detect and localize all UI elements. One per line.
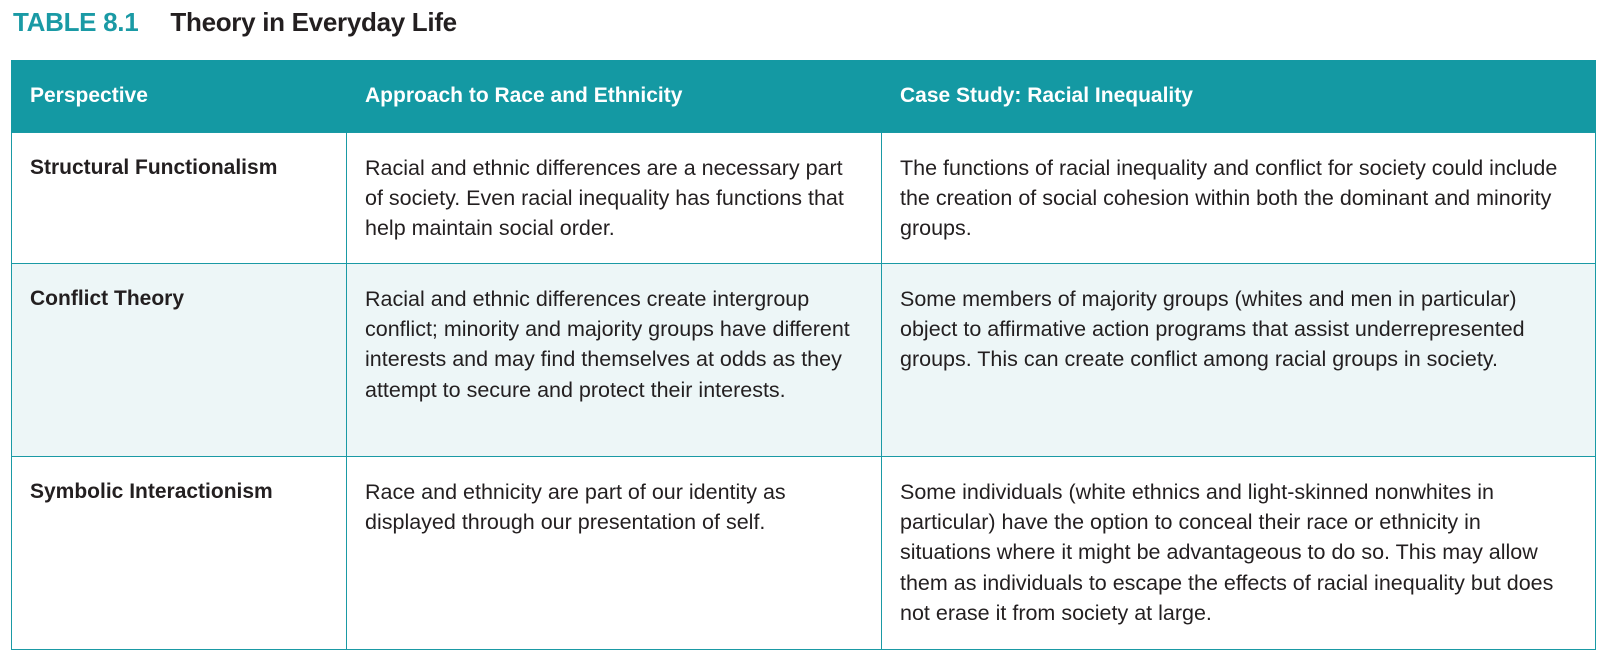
- table-number: TABLE 8.1: [13, 6, 139, 37]
- case-study-cell: Some individuals (white ethnics and light-skinned nonwhites in particular) have the option to conceal their race or ethnicity in situations where it might be advantageous to do so. This may allow them as individuals to escape the effects of racial inequality but does not erase it from society at large.: [882, 456, 1596, 649]
- perspective-cell: Symbolic Interactionism: [12, 456, 347, 649]
- approach-cell: Racial and ethnic differences are a necessary part of society. Even racial inequality has functions that help maintain social order.: [347, 132, 882, 263]
- header-row: [12, 60, 1596, 132]
- table-title: Theory in Everyday Life: [170, 6, 457, 37]
- table-row: [12, 263, 1596, 456]
- header-case-study: Case Study: Racial Inequality: [882, 60, 1596, 132]
- header-perspective: Perspective: [12, 60, 347, 132]
- table-body: [12, 132, 1596, 649]
- approach-cell: Racial and ethnic differences create intergroup conflict; minority and majority groups have different interests and may find themselves at odds as they attempt to secure and protect their interests.: [347, 263, 882, 456]
- header-approach: Approach to Race and Ethnicity: [347, 60, 882, 132]
- case-study-cell: Some members of majority groups (whites and men in particular) object to affirmative action programs that assist underrepresented groups. This can create conflict among racial groups in society.: [882, 263, 1596, 456]
- theory-table: [11, 60, 1596, 650]
- table-caption: [13, 4, 457, 40]
- perspective-cell: Conflict Theory: [12, 263, 347, 456]
- perspective-cell: Structural Functionalism: [12, 132, 347, 263]
- table-row: [12, 132, 1596, 263]
- table-row: [12, 456, 1596, 649]
- table-header: [12, 60, 1596, 132]
- case-study-cell: The functions of racial inequality and conflict for society could include the creation of social cohesion within both the dominant and minority groups.: [882, 132, 1596, 263]
- approach-cell: Race and ethnicity are part of our identity as displayed through our presentation of self.: [347, 456, 882, 649]
